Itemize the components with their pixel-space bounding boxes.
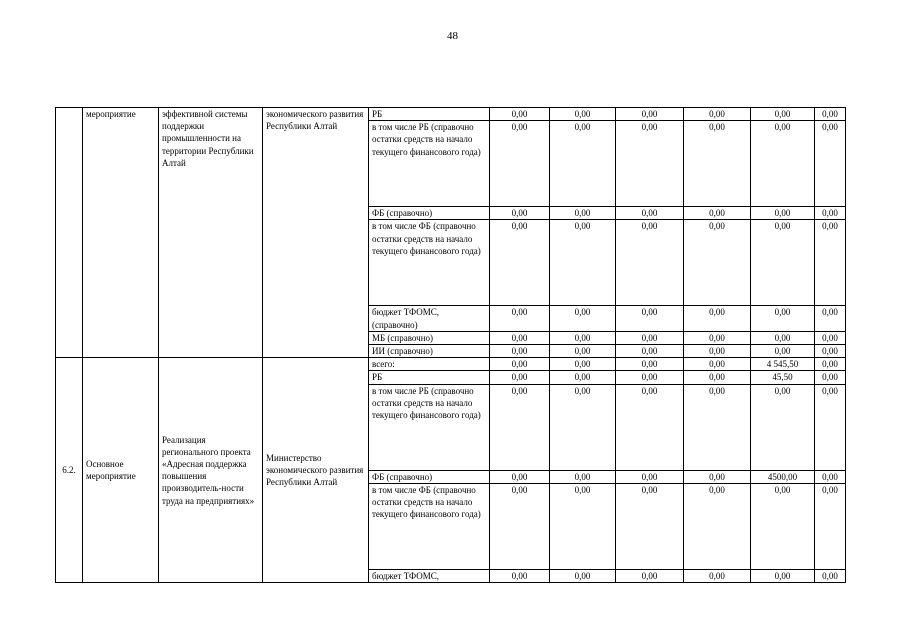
amount-cell: 0,00	[616, 220, 684, 306]
row-number-cell	[56, 108, 83, 358]
amount-cell: 0,00	[815, 483, 846, 569]
amount-cell: 0,00	[616, 331, 684, 344]
amount-cell: 0,00	[490, 371, 550, 384]
amount-cell: 0,00	[616, 345, 684, 358]
executor-cell: экономического развития Республики Алтай	[263, 108, 369, 358]
amount-cell: 0,00	[616, 470, 684, 483]
amount-cell: 0,00	[550, 345, 616, 358]
amount-cell: 0,00	[684, 207, 751, 220]
amount-cell: 0,00	[684, 483, 751, 569]
amount-cell: 0,00	[751, 384, 815, 470]
funding-source-cell: в том числе РБ (справочно остатки средств на начало текущего финансового года)	[369, 384, 490, 470]
amount-cell: 0,00	[616, 384, 684, 470]
amount-cell: 0,00	[815, 306, 846, 331]
funding-source-cell: ФБ (справочно)	[369, 470, 490, 483]
funding-source-cell: МБ (справочно)	[369, 331, 490, 344]
amount-cell: 0,00	[815, 371, 846, 384]
amount-cell: 0,00	[684, 345, 751, 358]
amount-cell: 0,00	[815, 470, 846, 483]
event-name-cell: Реализация регионального проекта «Адресная поддержка повышения производитель-ности труда на предприятиях»	[159, 358, 263, 583]
amount-cell: 0,00	[684, 108, 751, 121]
amount-cell: 45,50	[751, 371, 815, 384]
amount-cell: 0,00	[490, 470, 550, 483]
amount-cell: 0,00	[684, 470, 751, 483]
page-number: 48	[447, 30, 458, 42]
amount-cell: 0,00	[550, 108, 616, 121]
block1-section	[56, 108, 846, 358]
funding-source-cell: в том числе ФБ (справочно остатки средств на начало текущего финансового года)	[369, 220, 490, 306]
amount-cell: 0,00	[616, 358, 684, 371]
amount-cell: 0,00	[751, 121, 815, 207]
table-row	[56, 358, 846, 371]
amount-cell: 0,00	[815, 358, 846, 371]
funding-source-cell: всего:	[369, 358, 490, 371]
amount-cell: 0,00	[550, 207, 616, 220]
funding-source-cell: РБ	[369, 108, 490, 121]
amount-cell: 0,00	[490, 331, 550, 344]
amount-cell: 0,00	[490, 121, 550, 207]
amount-cell: 0,00	[550, 121, 616, 207]
amount-cell: 0,00	[751, 331, 815, 344]
amount-cell: 0,00	[616, 207, 684, 220]
funding-source-cell: в том числе ФБ (справочно остатки средств на начало текущего финансового года)	[369, 483, 490, 569]
event-type-cell: Основное мероприятие	[83, 358, 159, 583]
amount-cell: 0,00	[751, 483, 815, 569]
table-row	[56, 108, 846, 121]
amount-cell: 0,00	[550, 569, 616, 582]
amount-cell: 0,00	[815, 121, 846, 207]
amount-cell: 0,00	[490, 384, 550, 470]
amount-cell: 0,00	[490, 108, 550, 121]
amount-cell: 0,00	[815, 108, 846, 121]
amount-cell: 0,00	[490, 483, 550, 569]
amount-cell: 0,00	[751, 306, 815, 331]
block2-section	[56, 358, 846, 583]
amount-cell: 0,00	[751, 569, 815, 582]
amount-cell: 0,00	[684, 331, 751, 344]
amount-cell: 0,00	[751, 108, 815, 121]
amount-cell: 0,00	[815, 207, 846, 220]
amount-cell: 0,00	[550, 483, 616, 569]
amount-cell: 0,00	[815, 331, 846, 344]
amount-cell: 0,00	[550, 371, 616, 384]
amount-cell: 0,00	[815, 345, 846, 358]
amount-cell: 0,00	[550, 358, 616, 371]
amount-cell: 0,00	[550, 470, 616, 483]
amount-cell: 0,00	[616, 371, 684, 384]
amount-cell: 0,00	[684, 306, 751, 331]
amount-cell: 0,00	[550, 306, 616, 331]
amount-cell: 0,00	[616, 306, 684, 331]
amount-cell: 4 545,50	[751, 358, 815, 371]
amount-cell: 0,00	[751, 207, 815, 220]
amount-cell: 0,00	[490, 207, 550, 220]
funding-source-cell: в том числе РБ (справочно остатки средств на начало текущего финансового года)	[369, 121, 490, 207]
funding-source-cell: РБ	[369, 371, 490, 384]
amount-cell: 0,00	[815, 569, 846, 582]
amount-cell: 0,00	[616, 121, 684, 207]
event-type-cell: мероприятие	[83, 108, 159, 358]
amount-cell: 0,00	[751, 345, 815, 358]
amount-cell: 0,00	[684, 384, 751, 470]
amount-cell: 0,00	[490, 358, 550, 371]
amount-cell: 0,00	[684, 220, 751, 306]
amount-cell: 0,00	[684, 569, 751, 582]
executor-cell: Министерство экономического развития Республики Алтай	[263, 358, 369, 583]
amount-cell: 0,00	[684, 358, 751, 371]
amount-cell: 0,00	[684, 121, 751, 207]
amount-cell: 0,00	[550, 220, 616, 306]
amount-cell: 0,00	[490, 306, 550, 331]
amount-cell: 0,00	[684, 371, 751, 384]
funding-source-cell: бюджет ТФОМС,	[369, 569, 490, 582]
amount-cell: 0,00	[616, 483, 684, 569]
amount-cell: 0,00	[616, 108, 684, 121]
funding-source-cell: ФБ (справочно)	[369, 207, 490, 220]
amount-cell: 0,00	[490, 345, 550, 358]
amount-cell: 0,00	[815, 384, 846, 470]
row-number-cell: 6.2.	[56, 358, 83, 583]
event-name-cell: эффективной системы поддержки промышленности на территории Республики Алтай	[159, 108, 263, 358]
budget-table	[55, 107, 846, 583]
amount-cell: 0,00	[490, 569, 550, 582]
funding-source-cell: бюджет ТФОМС, (справочно)	[369, 306, 490, 331]
amount-cell: 0,00	[815, 220, 846, 306]
amount-cell: 0,00	[616, 569, 684, 582]
amount-cell: 0,00	[490, 220, 550, 306]
amount-cell: 0,00	[550, 331, 616, 344]
amount-cell: 4500,00	[751, 470, 815, 483]
amount-cell: 0,00	[550, 384, 616, 470]
funding-source-cell: ИИ (справочно)	[369, 345, 490, 358]
amount-cell: 0,00	[751, 220, 815, 306]
